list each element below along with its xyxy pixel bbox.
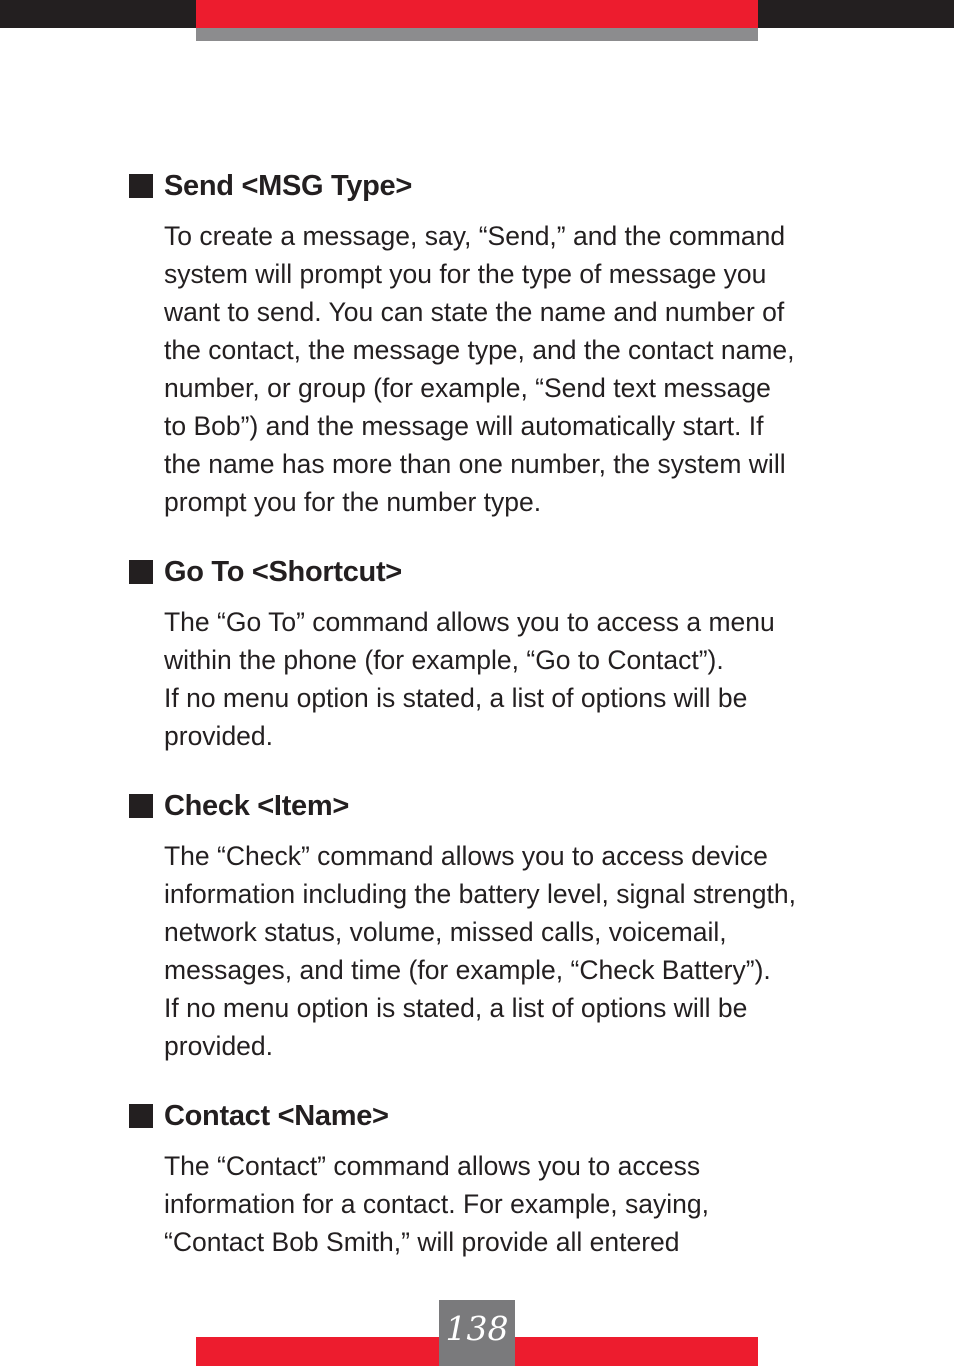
section-body xyxy=(164,603,899,755)
section-go-to-shortcut xyxy=(129,550,899,755)
top-bar-right xyxy=(758,0,954,28)
body-line: “Contact Bob Smith,” will provide all entered xyxy=(164,1227,680,1257)
body-line: number, or group (for example, “Send text message xyxy=(164,373,771,403)
section-body xyxy=(164,1147,899,1261)
square-bullet-icon xyxy=(129,560,153,584)
section-check-item xyxy=(129,784,899,1065)
body-line: prompt you for the number type. xyxy=(164,487,542,517)
body-line: system will prompt you for the type of message you xyxy=(164,259,767,289)
section-heading-text: Contact <Name> xyxy=(164,1099,389,1132)
body-line: The “Go To” command allows you to access a menu xyxy=(164,607,775,637)
section-send-msg-type xyxy=(129,164,899,521)
section-heading-text: Send <MSG Type> xyxy=(164,169,412,202)
body-line: provided. xyxy=(164,721,274,751)
body-line: To create a message, say, “Send,” and the command xyxy=(164,221,786,251)
body-line: The “Contact” command allows you to access xyxy=(164,1151,701,1181)
body-line: The “Check” command allows you to access device xyxy=(164,841,768,871)
body-line: If no menu option is stated, a list of options will be xyxy=(164,683,748,713)
square-bullet-icon xyxy=(129,174,153,198)
body-line: the name has more than one number, the system will xyxy=(164,449,786,479)
body-line: If no menu option is stated, a list of options will be xyxy=(164,993,748,1023)
body-line: want to send. You can state the name and number of xyxy=(164,297,785,327)
section-heading xyxy=(129,784,899,828)
section-heading-text: Check <Item> xyxy=(164,789,349,822)
section-heading xyxy=(129,1094,899,1138)
page-number: 138 xyxy=(445,1309,509,1348)
body-line: the contact, the message type, and the contact name, xyxy=(164,335,795,365)
body-line: information including the battery level, signal strength, xyxy=(164,879,796,909)
top-bar-gray xyxy=(196,28,758,41)
section-heading-text: Go To <Shortcut> xyxy=(164,555,402,588)
body-line: information for a contact. For example, saying, xyxy=(164,1189,709,1219)
section-body xyxy=(164,837,899,1065)
top-bar-red xyxy=(196,0,758,28)
body-line: provided. xyxy=(164,1031,274,1061)
square-bullet-icon xyxy=(129,1104,153,1128)
section-body xyxy=(164,217,899,521)
section-heading xyxy=(129,164,899,208)
body-line: messages, and time (for example, “Check Battery”). xyxy=(164,955,771,985)
body-line: network status, volume, missed calls, voicemail, xyxy=(164,917,727,947)
square-bullet-icon xyxy=(129,794,153,818)
body-line: within the phone (for example, “Go to Contact”). xyxy=(164,645,724,675)
page-content xyxy=(129,164,899,1261)
top-bar-left xyxy=(0,0,196,28)
section-heading xyxy=(129,550,899,594)
body-line: to Bob”) and the message will automatically start. If xyxy=(164,411,764,441)
section-contact-name xyxy=(129,1094,899,1261)
page-number-tab xyxy=(439,1300,515,1366)
